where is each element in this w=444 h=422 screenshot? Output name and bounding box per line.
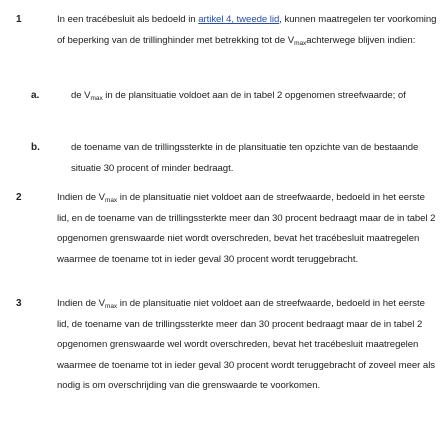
item-text: de $V_{max}$ in de plansituatie voldoet aan de in tabel 2 opgenomen streefwaarde; of — [71, 90, 406, 102]
item-number: a. — [31, 90, 40, 101]
item-number: 2 — [16, 192, 22, 203]
item-number: 1 — [16, 14, 22, 25]
item-text: de toename van de trillingssterkte in de plansituatie ten opzichte van de bestaande situatie 30 procent of minder bedraagt. — [71, 142, 419, 174]
item-text: Indien de $V_{max}$ in de plansituatie niet voldoet aan de streefwaarde, bedoeld in het eerste lid, de toename van de trillingssterkte meer dan 30 procent bedraagt maar de in tabel 2 opgenomen grenswaarde wel wordt overschreden, bevat het tracébesluit maatregelen waarmee de toename tot in ieder geval 30 procent wordt teruggebracht of zoveel meer als nodig is om overschrijding van die grenswaarde te voorkomen. — [57, 298, 436, 391]
article-link[interactable]: artikel 4, tweede lid — [198, 14, 280, 25]
item-number: b. — [31, 142, 40, 153]
item-text: In een tracébesluit als bedoeld in artikel 4, tweede lid, kunnen maatregelen ter voorkoming of beperking van de trillinghinder met betrekking tot de $V_{max}achterwege$ blijven indien: — [57, 14, 437, 47]
item-number: 3 — [16, 298, 22, 309]
item-text: Indien de $V_{max}$ in de plansituatie niet voldoet aan de streefwaarde, bedoeld in het eerste lid, en de toename van de trillingssterkte meer dan 30 procent bedraagt maar de in tabel 2 opgenomen grenswaarde niet wordt overschreden, bevat het tracébesluit maatregelen waarmee de toename tot in ieder geval 30 procent wordt teruggebracht. — [57, 192, 436, 265]
